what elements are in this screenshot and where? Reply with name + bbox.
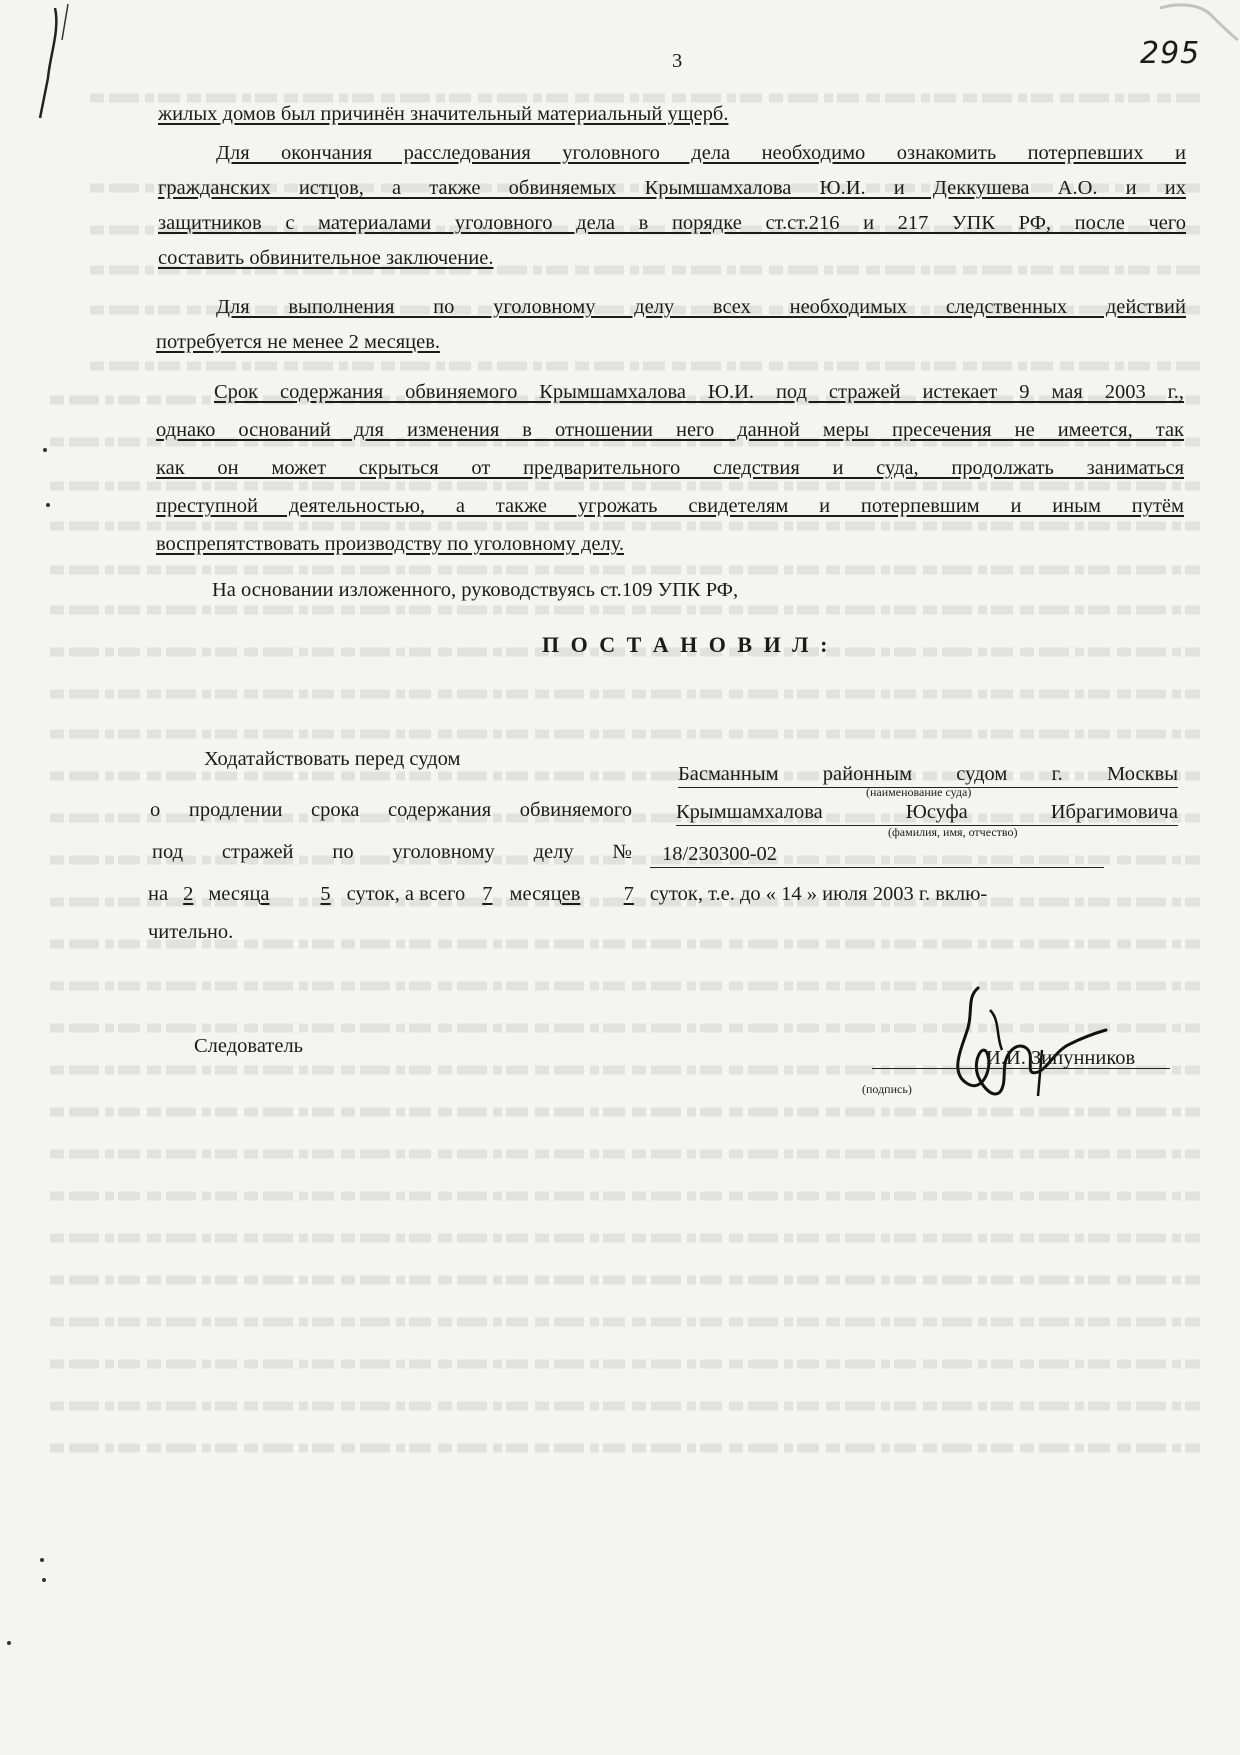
term-months-word-b: а — [260, 883, 270, 905]
paragraph-line — [216, 141, 1186, 165]
paragraph-line — [156, 494, 1184, 518]
term-line — [148, 882, 987, 906]
paragraph-text: Для окончания расследования уголовного дела необходимо ознакомить потерпевших и — [216, 142, 1186, 164]
paragraph-line — [156, 532, 624, 556]
paragraph-line — [216, 295, 1186, 319]
term-prefix: на — [148, 883, 169, 905]
decision-heading: П О С Т А Н О В И Л : — [542, 632, 831, 657]
signer-name: И.И. Зипунников — [986, 1047, 1136, 1069]
paragraph-text: составить обвинительное заключение. — [158, 247, 494, 269]
paragraph-text: гражданских истцов, а также обвиняемых Крымшамхалова Ю.И. и Деккушева А.О. и их — [158, 177, 1186, 199]
accused-name — [676, 800, 1178, 826]
extension-label — [150, 798, 632, 822]
paragraph-text: однако оснований для изменения в отношении него данной меры пресечения не имеется, так — [156, 419, 1184, 441]
paragraph-text: воспрепятствовать производству по уголовному делу. — [156, 533, 625, 555]
paragraph-text: как он может скрыться от предварительного следствия и суда, продолжать заниматься — [156, 457, 1184, 479]
signature-caption: (подпись) — [862, 1082, 912, 1096]
term-total-months: 7 — [482, 883, 493, 905]
custody-label — [152, 840, 632, 864]
paragraph-text: Для выполнения по уголовному делу всех необходимых следственных действий — [216, 296, 1186, 318]
paragraph-line — [158, 246, 493, 270]
term-months-word-a: месяц — [208, 883, 261, 905]
term-days-word: суток, а всего — [346, 883, 466, 905]
term-total-days: 7 — [623, 883, 634, 905]
accused-name-text: Крымшамхалова Юсуфа Ибрагимовича — [676, 801, 1178, 823]
paragraph-text: Срок содержания обвиняемого Крымшамхалова Ю.И. под стражей истекает 9 мая 2003 г., — [214, 381, 1184, 403]
term-total-months-word-b: ев — [561, 883, 581, 905]
term-tail: чительно. — [148, 921, 234, 943]
case-number — [650, 842, 1104, 868]
court-caption: (наименование суда) — [866, 785, 972, 799]
paragraph-line — [156, 456, 1184, 480]
court-name-text: Басманным районным судом г. Москвы — [678, 763, 1178, 785]
case-number-text: 18/230300-02 — [662, 843, 778, 865]
case-sheet-number: 295 — [1140, 36, 1201, 71]
page-number: 3 — [672, 50, 683, 72]
paragraph-text: защитников с материалами уголовного дела в порядке ст.ст.216 и 217 УПК РФ, после чего — [158, 212, 1186, 234]
handwritten-signature — [930, 980, 1120, 1110]
custody-label-text: под стражей по уголовному делу № — [152, 841, 632, 863]
term-total-months-word-a: месяц — [509, 883, 562, 905]
paragraph-line — [158, 211, 1186, 235]
paragraph-line — [158, 176, 1186, 200]
paragraph-line — [214, 380, 1184, 404]
paragraph-text: жилых домов был причинён значительный материальный ущерб. — [158, 103, 729, 125]
term-months: 2 — [183, 883, 194, 905]
accused-caption: (фамилия, имя, отчество) — [888, 825, 1018, 839]
paragraph-text: потребуется не менее 2 месяцев. — [156, 331, 441, 353]
signature-role: Следователь — [194, 1035, 304, 1057]
term-until: суток, т.е. до « 14 » июля 2003 г. вклю- — [649, 883, 988, 905]
term-days: 5 — [320, 883, 331, 905]
paragraph-line — [158, 102, 728, 126]
paragraph-line: На основании изложенного, руководствуясь ст.109 УПК РФ, — [212, 579, 739, 601]
paragraph-text: преступной деятельностью, а также угрожать свидетелям и потерпевшим и иным путём — [156, 495, 1184, 517]
paragraph-line — [156, 418, 1184, 442]
paragraph-line — [156, 330, 440, 354]
scan-marks — [0, 0, 120, 1755]
extension-label-text: о продлении срока содержания обвиняемого — [150, 799, 632, 821]
petition-label: Ходатайствовать перед судом — [204, 748, 461, 770]
